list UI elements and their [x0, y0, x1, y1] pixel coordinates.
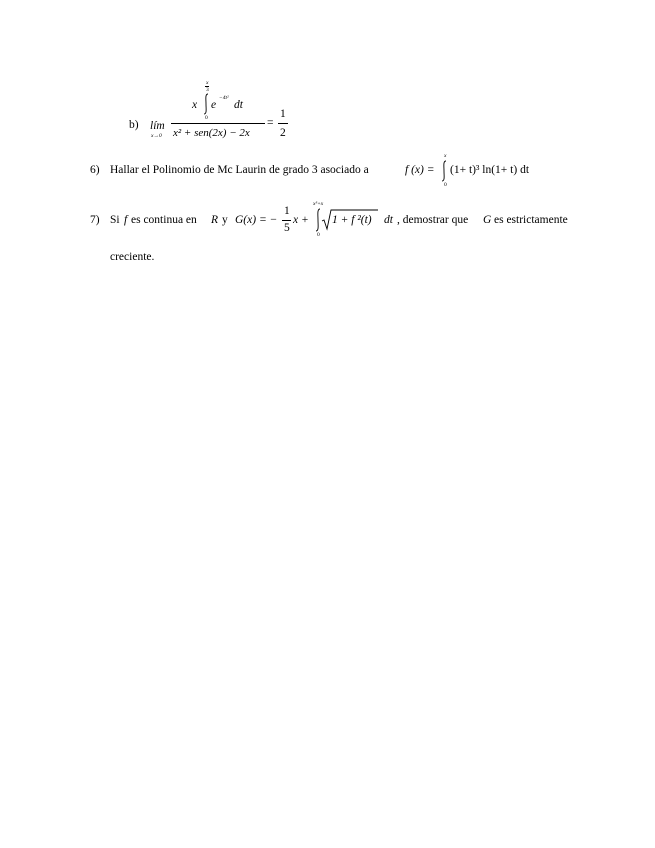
item-6-text: Hallar el Polinomio de Mc Laurin de grado 3 asociado a — [110, 164, 369, 176]
item-6-fx: f (x) = — [405, 164, 435, 176]
item-7-line2: creciente. — [110, 251, 155, 263]
item-7-integral-lower: 0 — [317, 232, 320, 238]
item-7-text-continua: es continua en — [131, 214, 197, 226]
result-fraction-bar — [278, 123, 288, 124]
item-6-number: 6) — [90, 164, 100, 176]
item-7-text-estrictamente: es estrictamente — [494, 214, 568, 226]
item-6-integral-upper: x — [444, 153, 447, 159]
item-7-text-si: Si — [110, 214, 120, 226]
integral-sign-b — [202, 93, 210, 115]
item-6-integral-lower: 0 — [444, 182, 447, 188]
result-denominator: 2 — [280, 127, 286, 139]
item-7-fraction-bar — [282, 220, 291, 221]
item-6-integrand: (1+ t)³ ln(1+ t) dt — [450, 164, 530, 176]
equals-sign: = — [267, 117, 274, 129]
item-7-text-demostrar: , demostrar que — [397, 214, 469, 226]
integral-upper-limit-denominator: 3 — [206, 87, 209, 93]
integral-upper-limit: x — [206, 80, 209, 86]
numerator-x: x — [192, 99, 198, 111]
item-7-frac-den: 5 — [284, 222, 290, 234]
integral-lower-limit: 0 — [205, 115, 208, 121]
item-7-Gx: G(x) = − — [235, 214, 278, 226]
numerator-dt: dt — [234, 99, 243, 111]
item-7-radicand: 1 + f ²(t) — [332, 214, 372, 226]
item-7-number: 7) — [90, 214, 100, 226]
limit-subscript: x→0 — [151, 133, 162, 139]
integrand-base: e — [211, 99, 217, 111]
item-7-frac-num: 1 — [284, 205, 290, 217]
item-7-f: f — [124, 214, 128, 226]
item-7-dt: dt — [384, 214, 393, 226]
item-7-R: R — [211, 214, 219, 226]
integrand-exponent: −4t² — [219, 95, 229, 101]
item-7-integral-upper: x³+x — [313, 201, 324, 207]
integral-sign-6 — [440, 160, 448, 182]
item-7-G: G — [483, 214, 492, 226]
limit-word: lím — [150, 120, 165, 132]
result-numerator: 1 — [280, 108, 286, 120]
item-7-x-plus: x + — [293, 214, 309, 226]
denominator: x² + sen(2x) − 2x — [173, 127, 250, 139]
main-fraction-bar — [171, 123, 265, 124]
item-b-label: b) — [129, 119, 139, 131]
item-7-text-y: y — [222, 214, 228, 226]
